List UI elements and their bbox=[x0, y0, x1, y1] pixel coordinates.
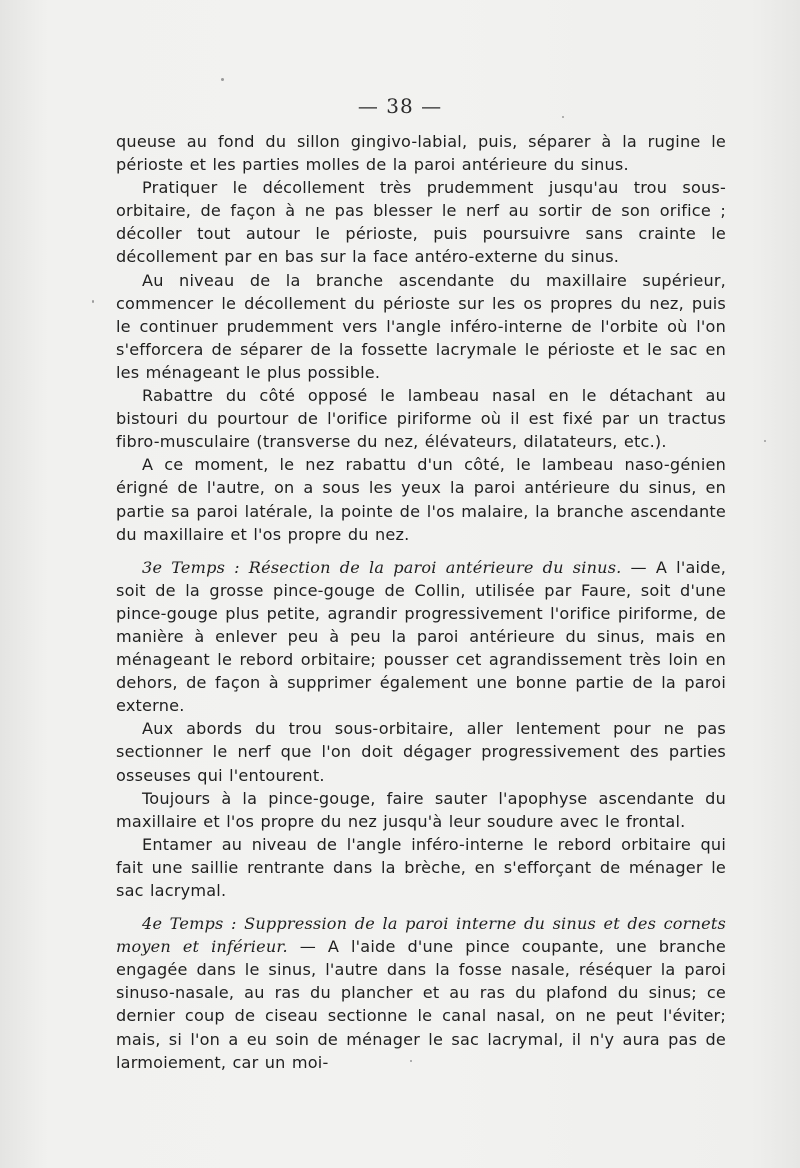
page-number: — 38 — bbox=[357, 94, 443, 118]
section-heading: 3e Temps : Résection de la paroi antérieure du sinus. bbox=[142, 557, 622, 577]
section-text: — A l'aide, soit de la grosse pince-gouge de Collin, utilisée par Faure, soit d'une pince-gouge plus petite, agrandir progressivement l'orifice piriforme, de manière à enlever peu à peu la paroi antérieure du sinus, mais en ménageant le rebord orbitaire; pousser cet agrandissement très loin en dehors, de façon à supprimer également une bonne partie de la paroi externe. bbox=[116, 557, 727, 716]
paragraph: Rabattre du côté opposé le lambeau nasal en le détachant au bistouri du pourtour de l'orifice piriforme où il est fixé par un tractus fibro-musculaire (transverse du nez, élévateurs, dilatateurs, etc.). bbox=[116, 386, 726, 452]
paragraph: Au niveau de la branche ascendante du maxillaire supérieur, commencer le décollement du périoste sur les os propres du nez, puis le continuer prudemment vers l'angle inféro-interne de l'orbite où l'on s'efforcera de séparer de la fossette lacrymale le périoste et le sac en les ménageant le plus possible. bbox=[116, 270, 726, 382]
scan-speck bbox=[221, 78, 224, 81]
paragraph: Entamer au niveau de l'angle inféro-interne le rebord orbitaire qui fait une saillie rentrante dans la brèche, en s'efforçant de ménager le sac lacrymal. bbox=[116, 834, 726, 900]
scan-speck bbox=[92, 300, 94, 303]
section-paragraph-temps-4 bbox=[116, 912, 726, 1074]
body-text bbox=[116, 130, 726, 1074]
section-text: — A l'aide d'une pince coupante, une branche engagée dans le sinus, l'autre dans la fosse nasale, réséquer la paroi sinuso-nasale, au ras du plancher et au ras du plafond du sinus; ce dernier coup de ciseau sectionne le canal nasal, on ne peut l'éviter; mais, si l'on a eu soin de ménager le sac lacrymal, il n'y aura pas de larmoiement, car un moi- bbox=[116, 937, 726, 1072]
section-heading: 4e Temps : Suppression de la paroi interne du sinus et des cornets moyen et inférieur. bbox=[116, 914, 726, 957]
scan-speck bbox=[764, 440, 766, 442]
paragraph: Aux abords du trou sous-orbitaire, aller lentement pour ne pas sectionner le nerf que l'on doit dégager progressivement des parties osseuses qui l'entourent. bbox=[116, 719, 726, 785]
section-paragraph-temps-3 bbox=[116, 556, 726, 718]
paragraph: Toujours à la pince-gouge, faire sauter l'apophyse ascendante du maxillaire et l'os propre du nez jusqu'à leur soudure avec le frontal. bbox=[116, 788, 726, 831]
paragraph: Pratiquer le décollement très prudemment jusqu'au trou sous-orbitaire, de façon à ne pas blesser le nerf au sortir de son orifice ; décoller tout autour le périoste, puis poursuivre sans crainte le décollement par en bas sur la face antéro-externe du sinus. bbox=[116, 178, 726, 267]
paragraph: A ce moment, le nez rabattu d'un côté, le lambeau naso-génien érigné de l'autre, on a sous les yeux la paroi antérieure du sinus, en partie sa paroi latérale, la pointe de l'os malaire, la branche ascendante du maxillaire et l'os propre du nez. bbox=[116, 455, 726, 544]
paragraph: queuse au fond du sillon gingivo-labial, puis, séparer à la rugine le périoste et les parties molles de la paroi antérieure du sinus. bbox=[116, 132, 726, 175]
